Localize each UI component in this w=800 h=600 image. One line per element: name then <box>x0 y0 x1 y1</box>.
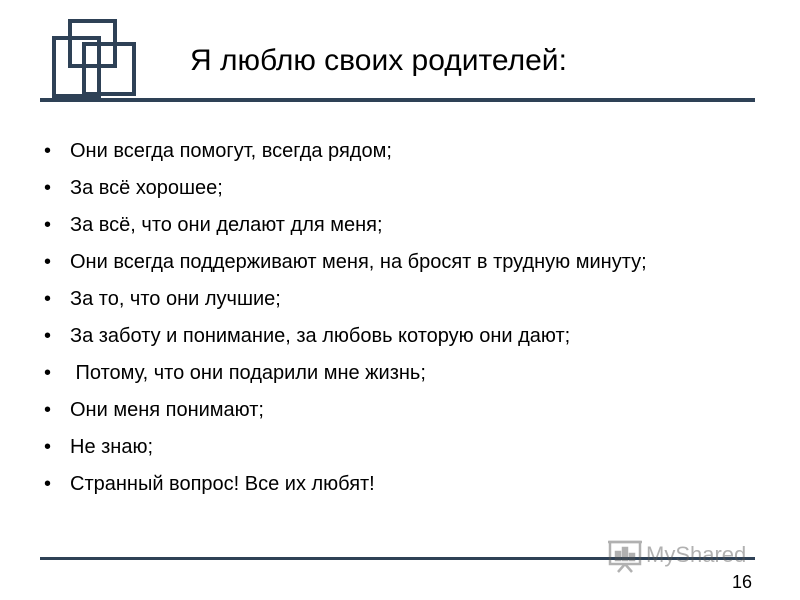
list-item <box>44 288 744 311</box>
list-item <box>44 399 744 422</box>
presentation-icon <box>608 542 642 572</box>
bullet-list <box>44 140 744 510</box>
bullet-icon: • <box>44 140 52 162</box>
list-item <box>44 177 744 200</box>
bullet-icon: • <box>44 251 52 273</box>
myshared-watermark <box>606 534 766 574</box>
bullet-icon: • <box>44 214 52 236</box>
page-number: 16 <box>731 572 752 592</box>
bullet-icon: • <box>44 473 52 495</box>
bullet-icon: • <box>44 399 52 421</box>
list-item <box>44 325 744 348</box>
list-item-text: Они меня понимают; <box>70 399 264 421</box>
list-item <box>44 362 744 385</box>
list-item-text: Странный вопрос! Все их любят! <box>70 473 375 495</box>
list-item-text: За всё, что они делают для меня; <box>70 214 383 236</box>
list-item-text: За всё хорошее; <box>70 177 223 199</box>
list-item-text: Потому, что они подарили мне жизнь; <box>70 362 426 384</box>
logo-squares-icon <box>50 18 140 100</box>
list-item <box>44 214 744 237</box>
title-divider <box>40 98 755 102</box>
list-item <box>44 473 744 496</box>
bullet-icon: • <box>44 362 52 384</box>
list-item-text: Не знаю; <box>70 436 154 458</box>
list-item-text: Они всегда поддерживают меня, на бросят в трудную минуту; <box>70 251 647 273</box>
watermark-text: MyShared <box>646 542 747 567</box>
bullet-icon: • <box>44 436 52 458</box>
list-item <box>44 251 744 274</box>
list-item <box>44 436 744 459</box>
list-item <box>44 140 744 163</box>
list-item-text: За то, что они лучшие; <box>70 288 281 310</box>
bullet-icon: • <box>44 288 52 310</box>
bullet-icon: • <box>44 325 52 347</box>
slide-title: Я люблю своих родителей: <box>190 44 567 77</box>
bullet-icon: • <box>44 177 52 199</box>
list-item-text: За заботу и понимание, за любовь которую они дают; <box>70 325 571 347</box>
list-item-text: Они всегда помогут, всегда рядом; <box>70 140 392 162</box>
